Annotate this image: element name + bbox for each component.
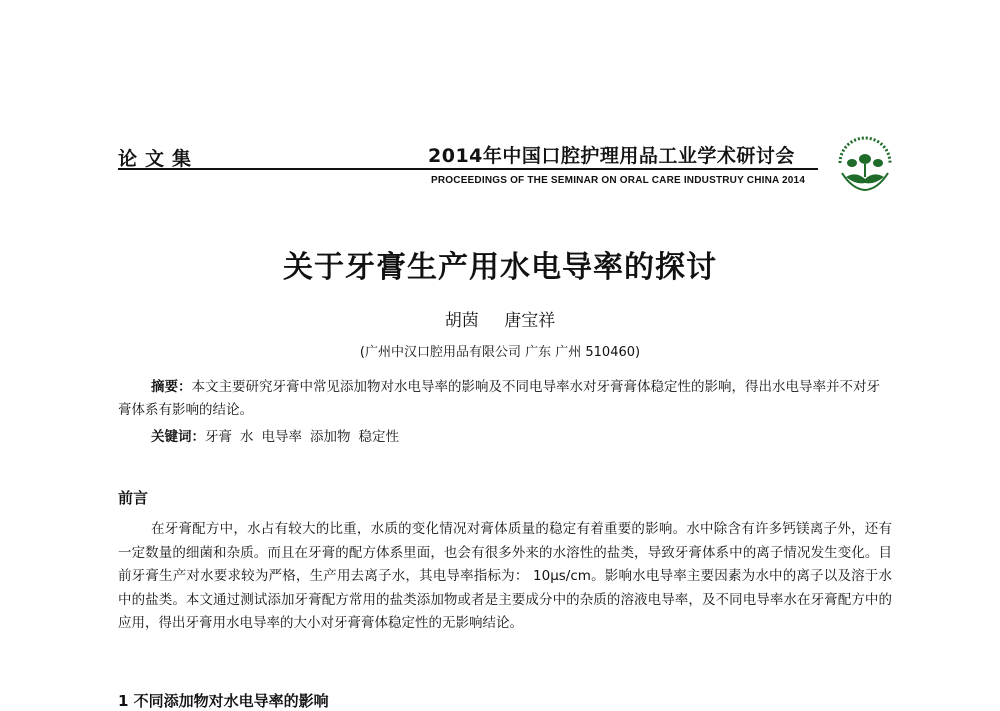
journal-label: 论文集	[118, 148, 200, 170]
keyword: 添加物	[310, 429, 351, 445]
abstract	[118, 376, 892, 422]
keywords-label: 关键词：	[151, 429, 205, 445]
seminar-title: 2014年中国口腔护理用品工业学术研讨会	[428, 145, 795, 167]
section-heading-intro: 前言	[118, 489, 149, 507]
abstract-label: 摘要：	[151, 379, 192, 395]
paper-affiliation: (广州中汉口腔用品有限公司 广东 广州 510460)	[359, 345, 641, 360]
paper-authors: 胡茵 唐宝祥	[444, 311, 556, 331]
paper-title: 关于牙膏生产用水电导率的探讨	[283, 250, 717, 285]
keyword: 水	[240, 429, 254, 445]
seminar-logo-icon	[832, 133, 898, 193]
intro-paragraph: 在牙膏配方中，水占有较大的比重，水质的变化情况对膏体质量的稳定有着重要的影响。水中除含有许多钙镁离子外，还有一定数量的细菌和杂质。而且在牙膏的配方体系里面，也会有很多外来的水溶性的盐类，导致牙膏体系中的离子情况发生变化。目前牙膏生产对水要求较为严格，生产用去离子水，其电导率指标为： 10μs/cm。影响水电导率主要因素为水中的离子以及溶于水中的盐类。本文通过测试添加牙膏配方常用的盐类添加物或者是主要成分中的杂质的溶液电导率，及不同电导率水在牙膏配方中的应用，得出牙膏用水电导率的大小对牙膏膏体稳定性的无影响结论。	[118, 521, 892, 631]
keyword: 电导率	[261, 429, 302, 445]
keyword: 牙膏	[205, 429, 232, 445]
keyword: 稳定性	[358, 429, 399, 445]
seminar-title-en: PROCEEDINGS OF THE SEMINAR ON ORAL CARE INDUSTRUY CHINA 2014	[431, 175, 806, 186]
keywords	[151, 425, 407, 445]
section-heading-1: 1 不同添加物对水电导率的影响	[118, 692, 329, 710]
header-rule	[118, 168, 818, 170]
abstract-text: 本文主要研究牙膏中常见添加物对水电导率的影响及不同电导率水对牙膏膏体稳定性的影响，得出水电导率并不对牙膏体系有影响的结论。	[118, 379, 880, 418]
